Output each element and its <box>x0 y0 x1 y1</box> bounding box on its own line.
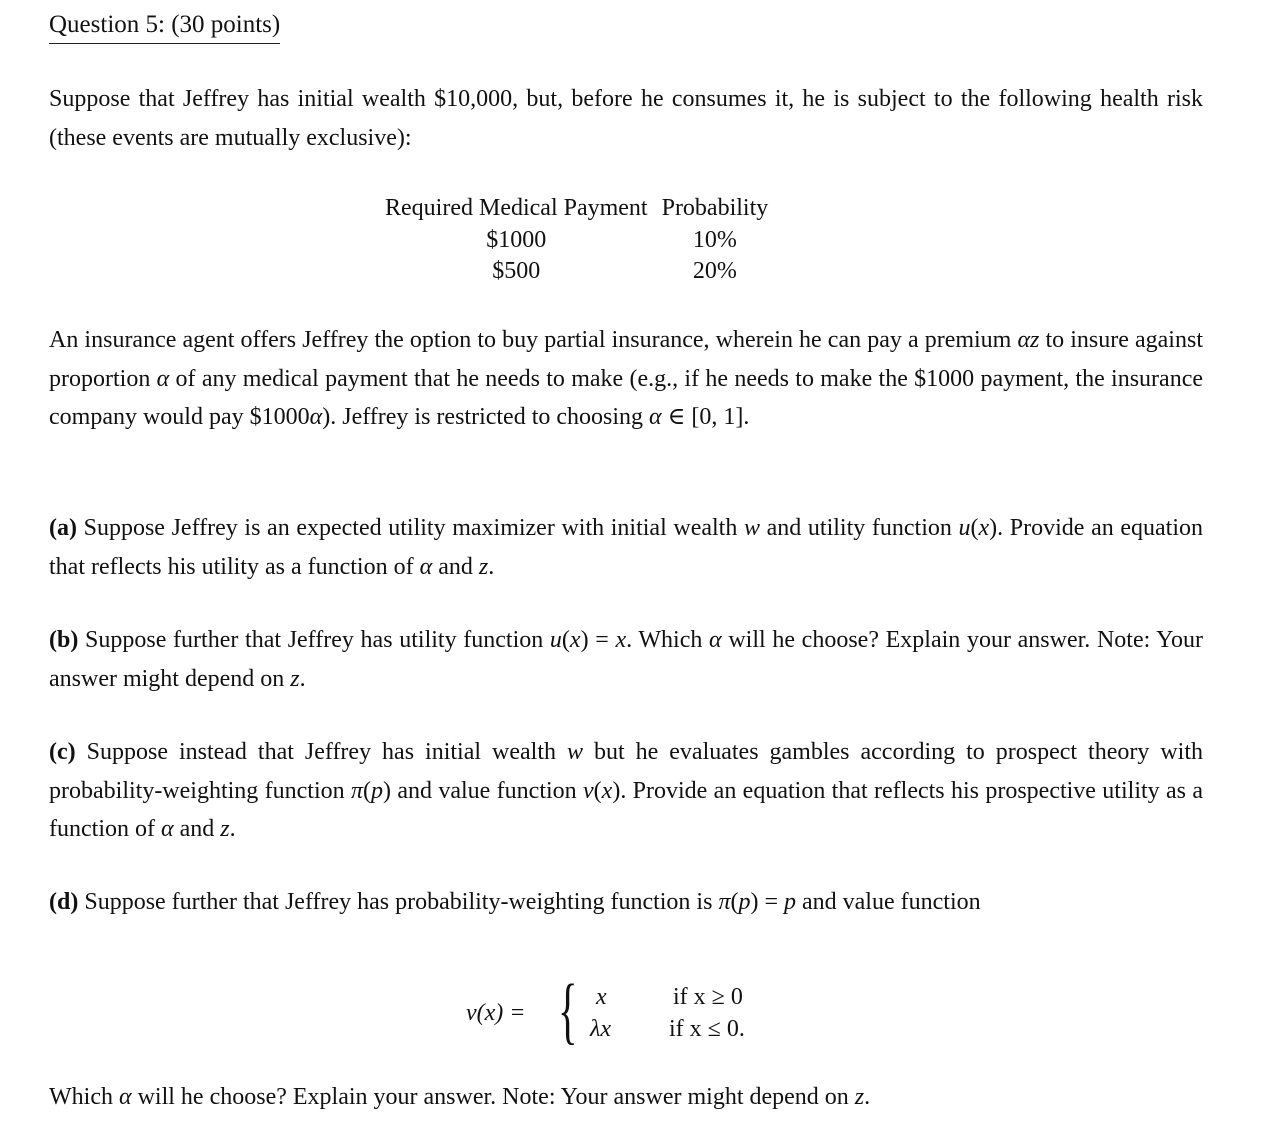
text-run: Suppose Jeffrey is an expected utility maximizer with initial wealth <box>76 515 744 541</box>
math-symbol: p <box>738 889 751 915</box>
case1-value: x <box>596 984 607 1010</box>
text-run: . <box>299 665 306 692</box>
text-run: ( <box>363 777 372 804</box>
math-symbol: w <box>566 739 583 765</box>
text-run: Suppose further that Jeffrey has utility function <box>78 627 550 653</box>
math-symbol: x <box>569 627 581 653</box>
math-symbol: z <box>290 665 300 692</box>
math-symbol: p <box>784 889 796 915</box>
left-brace: { <box>558 970 578 1052</box>
text-run: ). Jeffrey is restricted to choosing <box>322 404 650 430</box>
intro-paragraph <box>49 80 1203 157</box>
math-symbol: x <box>978 515 990 541</box>
math-symbol: x <box>601 777 613 804</box>
case2-condition: if x ≤ 0. <box>669 1016 745 1042</box>
math-symbol: α <box>160 816 174 842</box>
math-symbol: α <box>118 1084 132 1110</box>
text-run: ) = <box>750 889 784 915</box>
text-run: . <box>229 816 236 842</box>
part-b <box>49 621 1203 698</box>
text-run: to insure against proportion <box>49 327 1203 392</box>
text-run: ( <box>561 627 570 653</box>
math-symbol: α <box>309 404 323 430</box>
text-run: An insurance agent offers Jeffrey the option to buy partial insurance, wherein he can pay a premium <box>49 327 1018 353</box>
math-symbol: π <box>350 777 364 804</box>
table-row <box>378 256 775 288</box>
math-symbol: α <box>156 365 170 392</box>
part-label: (a) <box>49 515 77 541</box>
question-title: Question 5: (30 points) <box>49 8 280 44</box>
math-symbol: x <box>615 627 627 653</box>
text-run: ( <box>593 777 602 804</box>
part-label: (d) <box>49 889 79 915</box>
math-symbol: π <box>718 889 731 915</box>
math-symbol: α <box>649 404 662 430</box>
text-run: ( <box>730 889 739 915</box>
text-run: and utility function <box>760 515 959 541</box>
part-a <box>49 509 1203 586</box>
equation-lhs: v(x) = <box>466 1000 526 1026</box>
math-symbol: w <box>743 515 760 541</box>
table-cell: $500 <box>492 258 541 284</box>
text-run: Suppose instead that Jeffrey has initial wealth <box>75 739 567 765</box>
table-cell: 20% <box>692 258 737 284</box>
text-run: Suppose further that Jeffrey has probability-weighting function is <box>78 889 719 915</box>
table-header-row <box>378 193 775 225</box>
text-run: . <box>864 1084 871 1110</box>
math-symbol: αz <box>1017 327 1040 353</box>
text-run: . Which <box>626 627 710 653</box>
math-symbol: u <box>549 627 562 653</box>
text-run: but he evaluates gambles according to prospect theory with probability-weighting function <box>49 739 1203 804</box>
text-run: and <box>173 816 221 842</box>
text-run: Which <box>49 1084 119 1110</box>
part-d <box>49 883 1203 922</box>
math-symbol: z <box>478 553 489 580</box>
text-run: ). Provide an equation that reflects his prospective utility as a function of <box>49 777 1203 842</box>
text-run: will he choose? Explain your answer. Note: Your answer might depend on <box>131 1084 855 1110</box>
math-symbol: α <box>709 627 722 653</box>
text-run: ) and value function <box>383 777 584 804</box>
insurance-paragraph <box>49 321 1203 437</box>
column-header: Required Medical Payment <box>385 195 648 221</box>
math-symbol: α <box>419 553 433 580</box>
math-symbol: u <box>958 515 971 541</box>
math-symbol: z <box>220 816 230 842</box>
math-symbol: p <box>371 777 384 804</box>
table-cell: 10% <box>692 226 737 253</box>
text-run: of any medical payment that he needs to make (e.g., if he needs to make the $1000 payment, the insurance company would pay $1000 <box>49 365 1204 430</box>
text-run: ∈ [0, 1]. <box>661 404 750 430</box>
case1-condition: if x ≥ 0 <box>673 984 743 1010</box>
text-run: will he choose? Explain your answer. Note: Your answer might depend on <box>49 627 1204 692</box>
text-run: ). Provide an equation that reflects his utility as a function of <box>49 515 1203 580</box>
column-header: Probability <box>661 195 769 221</box>
text-run: and <box>432 553 479 580</box>
math-symbol: v <box>583 777 594 804</box>
case2-value: λx <box>590 1016 612 1042</box>
closing-question <box>49 1078 1203 1117</box>
part-label: (b) <box>49 627 79 653</box>
text-run: ) = <box>580 627 616 653</box>
text-run: and value function <box>796 889 981 915</box>
part-c <box>49 733 1203 849</box>
risk-table <box>378 193 775 288</box>
text-run: . <box>488 553 495 580</box>
table-row <box>378 225 775 257</box>
part-label: (c) <box>49 739 76 765</box>
text-run: ( <box>970 515 979 541</box>
text-run: Suppose that Jeffrey has initial wealth $10,000, but, before he consumes it, he is subject to the following health risk (these events are mutually exclusive): <box>49 86 1203 151</box>
math-symbol: z <box>854 1084 865 1110</box>
table-cell: $1000 <box>486 226 547 253</box>
